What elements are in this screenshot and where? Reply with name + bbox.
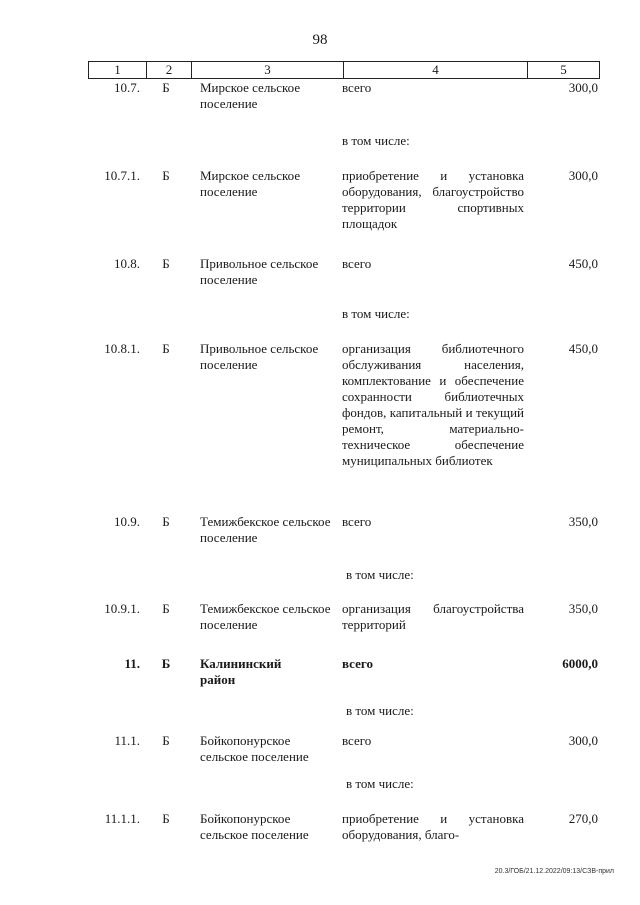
page-number: 98	[312, 32, 328, 48]
row-category: Б	[162, 811, 170, 826]
row-category: Б	[162, 601, 170, 616]
row-name: Мирское сельское поселение	[200, 168, 301, 199]
header-cell-3: 3	[192, 62, 344, 78]
row-amount: 300,0	[568, 80, 598, 95]
row-amount: 450,0	[568, 341, 598, 356]
document-code: 20.3/ГОБ/21.12.2022/09:13/СЗВ-прил	[494, 868, 614, 875]
row-name: Мирское сельское поселение	[200, 80, 301, 111]
row-number: 10.7.1.	[104, 168, 140, 183]
row-description: организация библиотечного обслуживания населения, комплектование и обеспечение сохранности библиотечных фондов, капитальный и текущий ремонт, материально-техническое обеспечение муниципальных библиотек	[342, 341, 524, 468]
header-cell-2: 2	[147, 62, 192, 78]
table-header	[88, 61, 600, 79]
row-description: всего	[342, 514, 372, 529]
row-name: Темижбекское сельское поселение	[200, 514, 331, 545]
header-cell-5: 5	[560, 62, 567, 77]
row-amount: 450,0	[568, 256, 598, 271]
row-number: 10.8.	[114, 256, 140, 271]
row-number: 11.1.	[114, 733, 140, 748]
row-name: Калининский район	[200, 656, 282, 687]
header-cell-4: 4	[344, 62, 528, 78]
row-name: Темижбекское сельское поселение	[200, 601, 331, 632]
row-category: Б	[162, 256, 170, 271]
row-name: Бойкопонурское сельское поселение	[200, 733, 309, 764]
row-description: приобретение и установка оборудования, благоустройство территории спортивных площадок	[342, 168, 524, 231]
row-description: всего	[342, 80, 372, 95]
row-amount: 300,0	[568, 733, 598, 748]
row-category: Б	[162, 168, 170, 183]
row-name: Бойкопонурское сельское поселение	[200, 811, 309, 842]
row-name: Привольное сельское поселение	[200, 256, 319, 287]
row-category: Б	[161, 656, 171, 671]
row-description: всего	[342, 256, 372, 271]
row-category: Б	[162, 514, 170, 529]
row-number: 10.9.1.	[104, 601, 140, 616]
row-description: приобретение и установка оборудования, благо-	[342, 811, 524, 842]
row-amount: 300,0	[568, 168, 598, 183]
row-description: всего	[342, 656, 373, 671]
row-number: 10.8.1.	[104, 341, 140, 356]
row-number: 11.	[124, 656, 140, 671]
row-name: Привольное сельское поселение	[200, 341, 319, 372]
row-description: всего	[342, 733, 372, 748]
header-cell-1: 1	[89, 62, 147, 78]
row-category: Б	[162, 80, 170, 95]
row-category: Б	[162, 733, 170, 748]
row-amount: 350,0	[568, 514, 598, 529]
row-category: Б	[162, 341, 170, 356]
row-amount: 270,0	[568, 811, 598, 826]
row-amount: 6000,0	[562, 656, 598, 671]
row-number: 10.9.	[114, 514, 140, 529]
row-amount: 350,0	[568, 601, 598, 616]
row-description: организация благоустройства территорий	[342, 601, 524, 632]
row-number: 11.1.1.	[104, 811, 140, 826]
row-number: 10.7.	[114, 80, 140, 95]
